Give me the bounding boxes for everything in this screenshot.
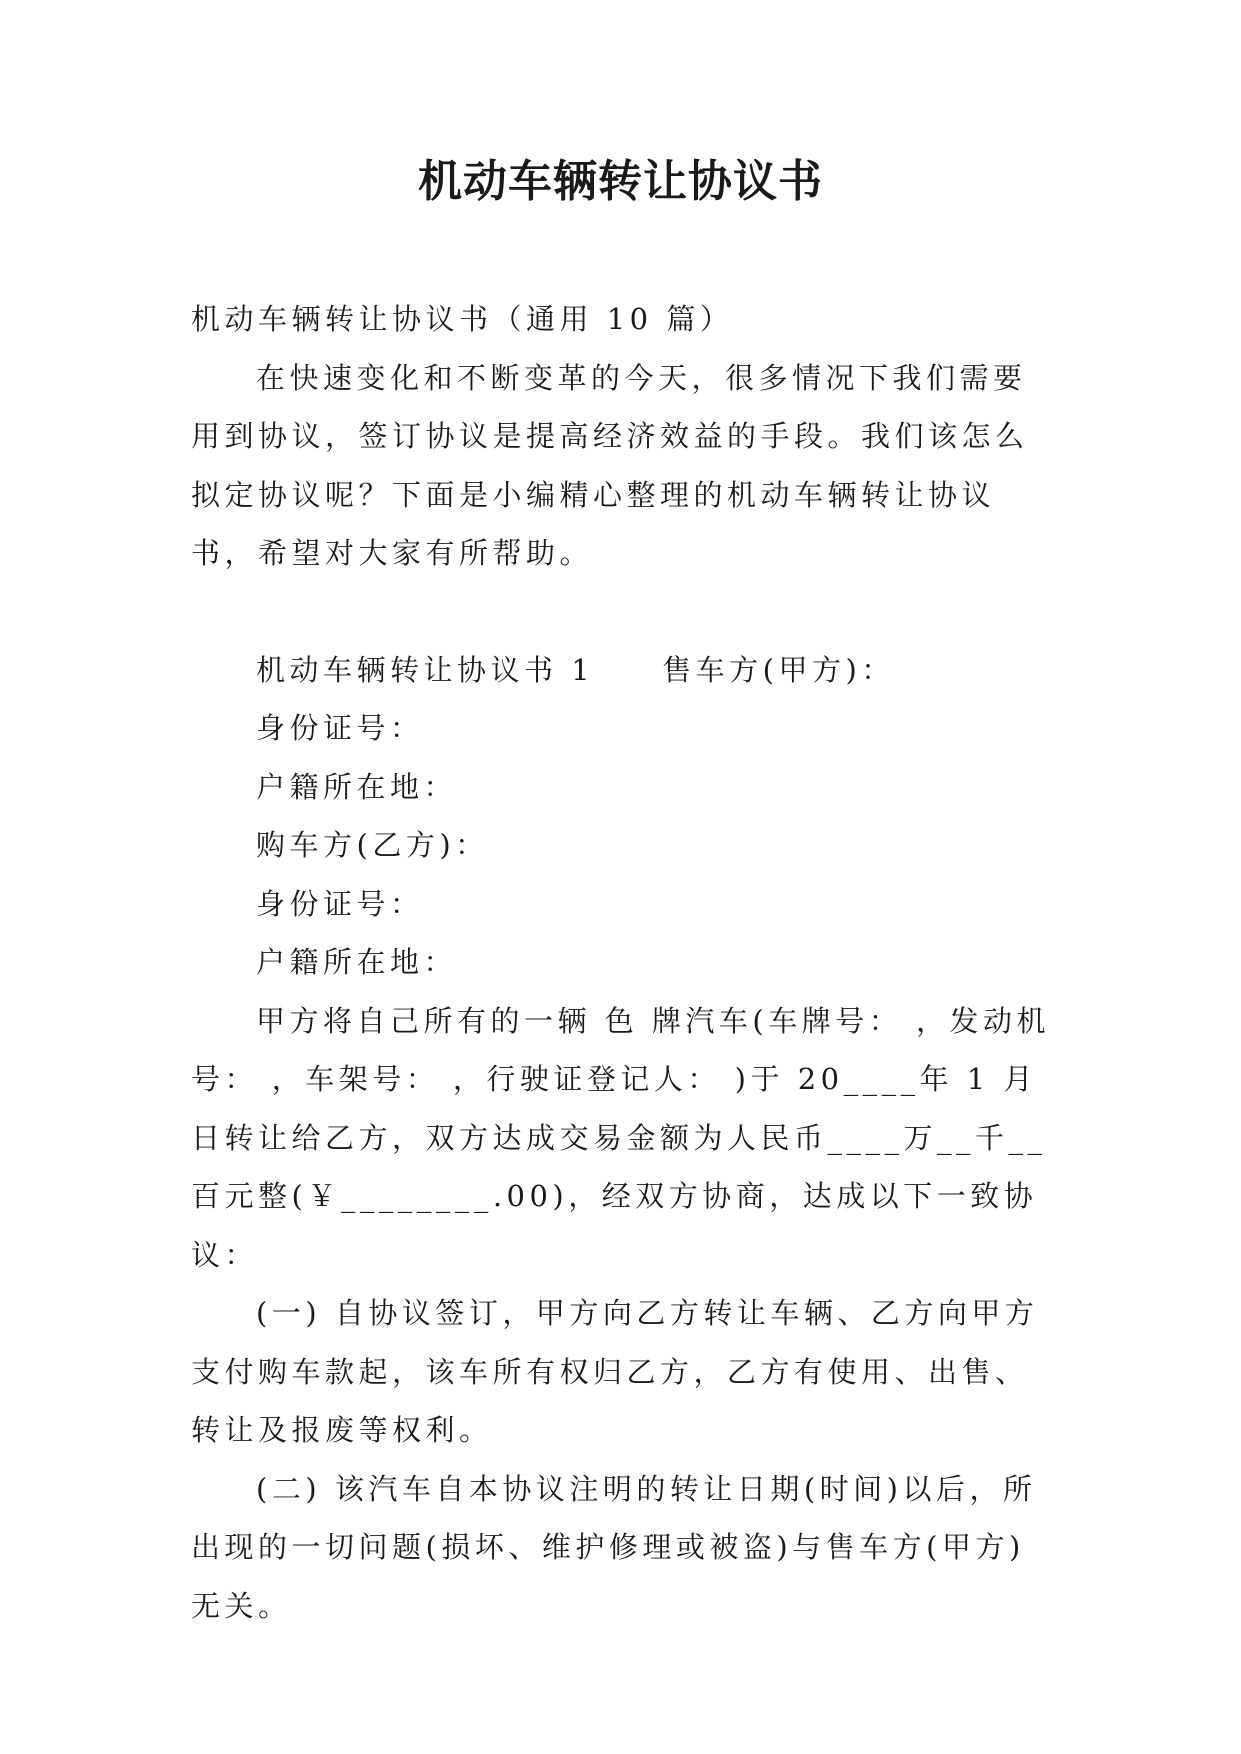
document-subtitle: 机动车辆转让协议书（通用 10 篇） [191,302,734,336]
seller-domicile-label: 户籍所在地： [256,769,458,804]
buyer-id-label: 身份证号： [256,886,424,921]
clause-2: (二) 该汽车自本协议注明的转让日期(时间)以后，所出现的一切问题(损坏、维护修理或被盗)与售车方(甲方)无关。 [191,1471,1037,1623]
section-gap [191,583,1056,641]
clause-1: (一) 自协议签订，甲方向乙方转让车辆、乙方向甲方支付购车款起，该车所有权归乙方，乙方有使用、出售、转让及报废等权利。 [191,1296,1039,1447]
section-heading: 机动车辆转让协议书 1 [256,652,595,687]
buyer-domicile-label: 户籍所在地： [256,945,458,979]
buyer-label: 购车方(乙方)： [256,828,489,862]
seller-id-label: 身份证号： [256,711,424,745]
intro-paragraph: 在快速变化和不断变革的今天，很多情况下我们需要用到协议，签订协议是提高经济效益的手段。我们该怎么拟定协议呢？下面是小编精心整理的机动车辆转让协议书，希望对大家有所帮助。 [191,360,1029,570]
section-heading-line [191,641,1056,700]
seller-label: 售车方(甲方)： [662,652,895,687]
transfer-paragraph: 甲方将自己所有的一辆 色 牌汽车(车牌号： ，发动机号： ，车架号： ，行驶证登记人： )于 20____年 1 月 日转让给乙方，双方达成交易金额为人民币____万__千__百元整(￥________.00)，经双方协商，达成以下一致协议： [191,1003,1050,1272]
document-title: 机动车辆转让协议书 [418,156,823,207]
document-body [191,290,1056,1635]
